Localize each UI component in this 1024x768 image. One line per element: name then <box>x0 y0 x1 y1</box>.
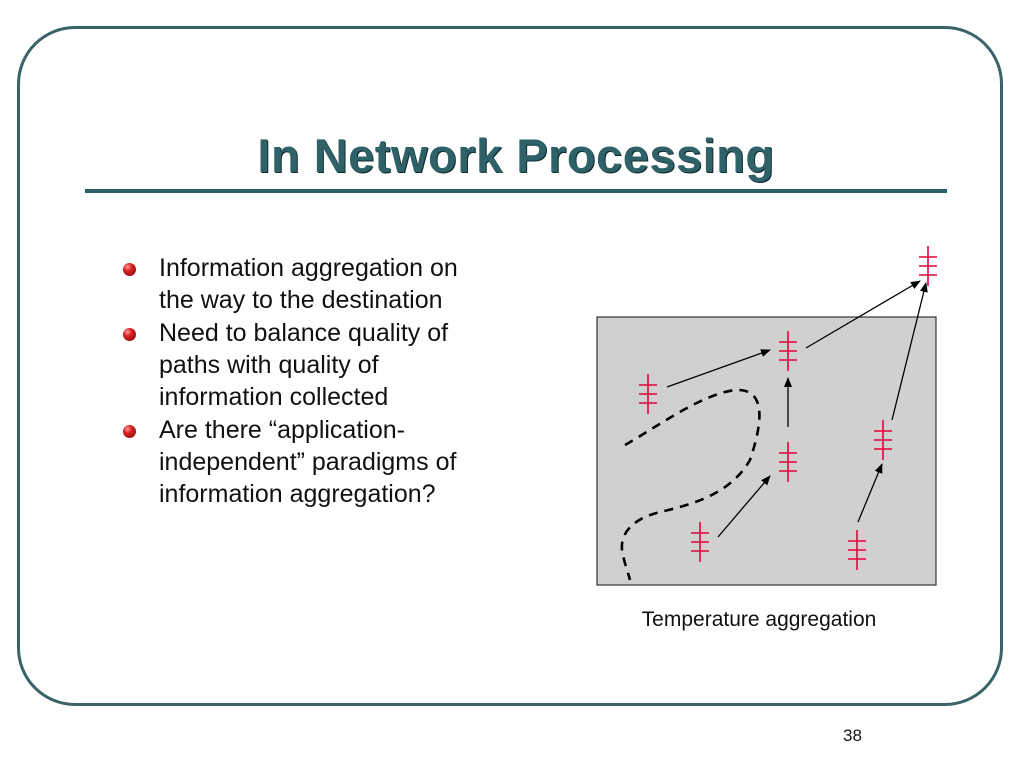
slide-title: In Network Processing <box>257 129 775 182</box>
page-number: 38 <box>843 726 862 745</box>
bullet-text: Need to balance quality of paths with quality of information collected <box>159 319 449 411</box>
sensor-node-icon <box>919 246 937 286</box>
sensor-field-area <box>597 317 936 585</box>
bullet-text: Information aggregation on the way to the destination <box>159 254 458 314</box>
bullet-text: Are there “application-independent” paradigms of information aggregation? <box>159 416 457 508</box>
figure-caption: Temperature aggregation <box>641 608 877 631</box>
